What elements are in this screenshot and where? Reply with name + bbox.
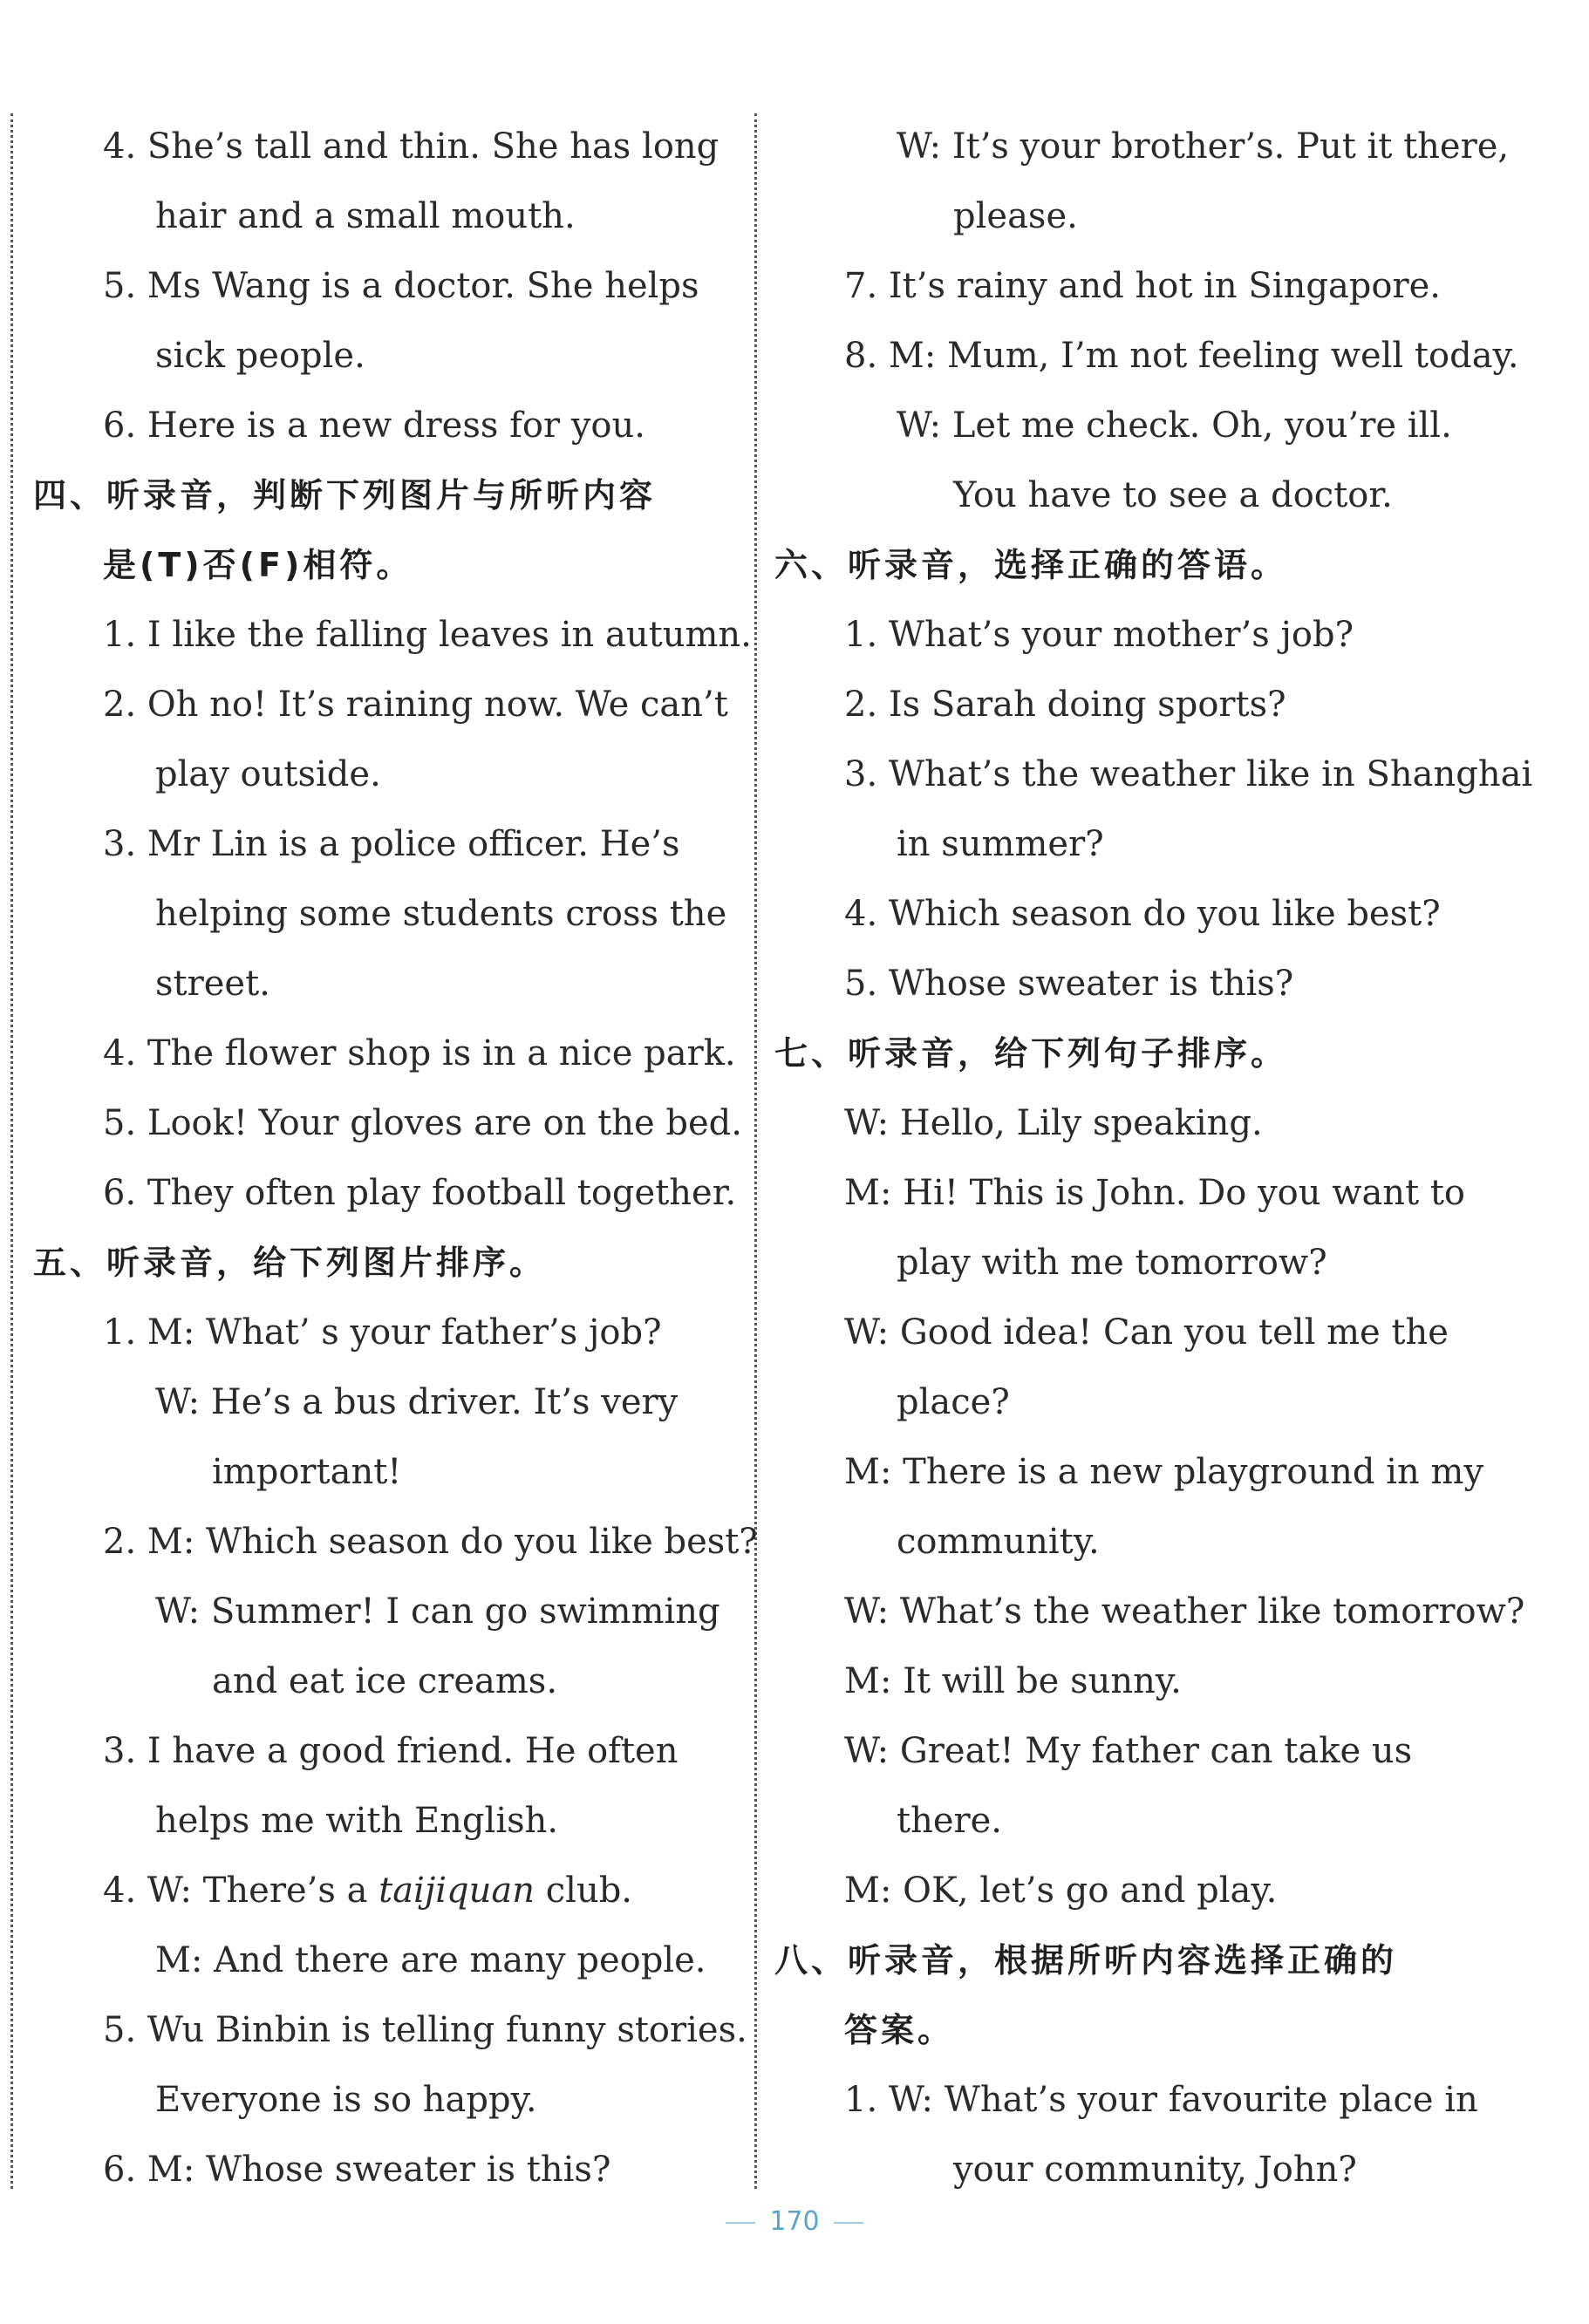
- text-line: You have to see a doctor.: [953, 475, 1393, 515]
- text-line: 2. M: Which season do you like best?: [103, 1522, 758, 1562]
- text-line: M: OK, let’s go and play.: [844, 1871, 1278, 1911]
- text-line: 8. M: Mum, I’m not feeling well today.: [844, 336, 1519, 376]
- text-line: 4. She’s tall and thin. She has long: [103, 126, 719, 167]
- text-line: street.: [155, 964, 270, 1004]
- left-column: [33, 112, 758, 2205]
- text-line: sick people.: [155, 336, 365, 376]
- text-line: 4. Which season do you like best?: [844, 894, 1441, 934]
- text-line: helping some students cross the: [155, 894, 727, 934]
- section-heading: 五、听录音，给下列图片排序。: [33, 1244, 547, 1282]
- text-line: 5. Whose sweater is this?: [844, 964, 1294, 1004]
- text-line: and eat ice creams.: [212, 1661, 558, 1701]
- text-line: your community, John?: [953, 2150, 1357, 2190]
- text-line: 5. Ms Wang is a doctor. She helps: [103, 266, 699, 306]
- text-line: W: Good idea! Can you tell me the: [844, 1312, 1449, 1353]
- text-line: M: It will be sunny.: [844, 1661, 1182, 1701]
- text-line: M: And there are many people.: [155, 1940, 706, 1980]
- text-line: play outside.: [155, 754, 381, 794]
- text-line: W: Great! My father can take us: [844, 1731, 1413, 1771]
- text-line: 5. Wu Binbin is telling funny stories.: [103, 2010, 747, 2050]
- text-line: 3. Mr Lin is a police officer. He’s: [103, 824, 680, 864]
- text-line: W: Let me check. Oh, you’re ill.: [897, 406, 1452, 446]
- footer-dash-left: [726, 2222, 755, 2224]
- text-line: 3. I have a good friend. He often: [103, 1731, 679, 1771]
- section-heading: 答案。: [844, 2011, 955, 2049]
- text-line: helps me with English.: [155, 1801, 559, 1841]
- italic-term: taijiquan: [378, 1871, 535, 1911]
- text-line: 4. The flower shop is in a nice park.: [103, 1033, 736, 1073]
- right-column: [774, 112, 1533, 2205]
- section-heading: 四、听录音，判断下列图片与所听内容: [33, 476, 657, 515]
- text-line: in summer?: [897, 824, 1104, 864]
- section-heading: 八、听录音，根据所听内容选择正确的: [774, 1941, 1398, 1980]
- page-footer: [0, 2206, 1589, 2237]
- text-line: 4. W: There’s a taijiquan club.: [103, 1871, 633, 1911]
- text-line: Everyone is so happy.: [155, 2080, 537, 2120]
- text-line: W: Summer! I can go swimming: [155, 1591, 720, 1632]
- text-line: W: It’s your brother’s. Put it there,: [897, 126, 1510, 167]
- text-line: W: Hello, Lily speaking.: [844, 1103, 1263, 1143]
- section-heading: 是(T)否(F)相符。: [103, 546, 413, 584]
- text-line: important!: [212, 1452, 402, 1492]
- page-number: 170: [769, 2206, 820, 2237]
- text-line: 6. Here is a new dress for you.: [103, 406, 645, 446]
- text-line: community.: [897, 1522, 1100, 1562]
- text-line: 3. What’s the weather like in Shanghai: [844, 754, 1533, 794]
- text-line: 1. I like the falling leaves in autumn.: [103, 615, 752, 655]
- text-line: please.: [953, 196, 1078, 236]
- text-line: W: What’s the weather like tomorrow?: [844, 1591, 1525, 1632]
- text-line: 7. It’s rainy and hot in Singapore.: [844, 266, 1441, 306]
- section-heading: 六、听录音，选择正确的答语。: [774, 546, 1288, 584]
- text-line: W: He’s a bus driver. It’s very: [155, 1382, 679, 1422]
- text-line: 5. Look! Your gloves are on the bed.: [103, 1103, 742, 1143]
- left-binding-line: [10, 113, 13, 2189]
- section-heading: 七、听录音，给下列句子排序。: [774, 1034, 1288, 1073]
- text-line: 6. They often play football together.: [103, 1173, 737, 1213]
- text-line: 1. W: What’s your favourite place in: [844, 2080, 1478, 2120]
- column-divider: [754, 113, 757, 2189]
- footer-dash-right: [834, 2222, 863, 2224]
- text-line: 2. Oh no! It’s raining now. We can’t: [103, 685, 728, 725]
- text-line: 1. What’s your mother’s job?: [844, 615, 1354, 655]
- text-line: 1. M: What’ s your father’s job?: [103, 1312, 662, 1353]
- text-line: 2. Is Sarah doing sports?: [844, 685, 1286, 725]
- text-line: M: There is a new playground in my: [844, 1452, 1484, 1492]
- text-line: there.: [897, 1801, 1003, 1841]
- text-line: play with me tomorrow?: [897, 1243, 1327, 1283]
- text-line: hair and a small mouth.: [155, 196, 576, 236]
- text-line: place?: [897, 1382, 1010, 1422]
- text-line: M: Hi! This is John. Do you want to: [844, 1173, 1466, 1213]
- text-line: 6. M: Whose sweater is this?: [103, 2150, 611, 2190]
